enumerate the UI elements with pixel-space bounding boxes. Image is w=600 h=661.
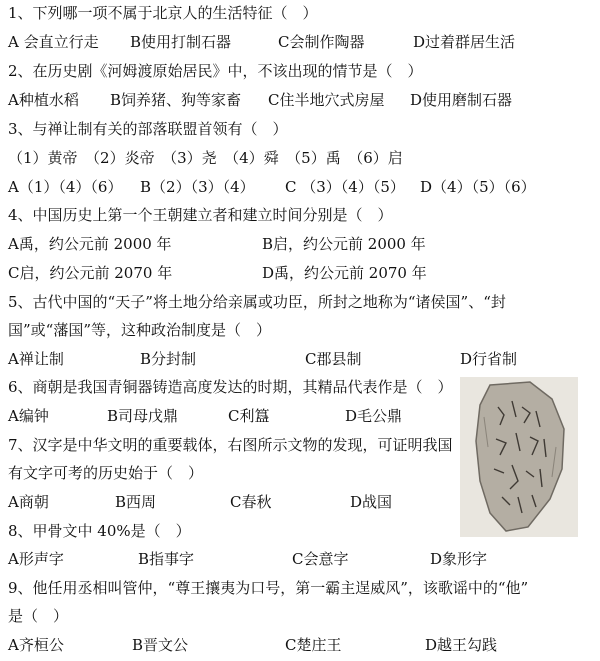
question-3-option-d: D（4）（5）（6） — [420, 178, 536, 196]
question-9-stem-cont: 是（ ） — [8, 607, 69, 625]
question-6-stem: 6、商朝是我国青铜器铸造高度发达的时期，其精品代表作是（ ） — [8, 378, 453, 396]
question-5-option-c: C郡县制 — [305, 350, 362, 368]
question-3-stem: 3、与禅让制有关的部落联盟首领有（ ） — [8, 120, 288, 138]
question-8-option-d: D象形字 — [430, 550, 488, 568]
question-7-stem-cont: 有文字可考的历史始于（ ） — [8, 464, 204, 482]
question-2-stem: 2、在历史剧《河姆渡原始居民》中，不该出现的情节是（ ） — [8, 62, 423, 80]
question-5-option-d: D行省制 — [460, 350, 518, 368]
question-7-stem: 7、汉字是中华文明的重要载体，右图所示文物的发现，可证明我国 — [8, 436, 453, 454]
question-6-option-a: A编钟 — [8, 407, 49, 425]
question-1-option-d: D过着群居生活 — [413, 33, 516, 51]
oracle-bone-image — [460, 377, 578, 537]
question-5-stem: 5、古代中国的“天子”将土地分给亲属或功臣，所封之地称为“诸侯国”、“封 — [8, 293, 506, 311]
question-8-option-b: B指事字 — [138, 550, 195, 568]
question-9-stem: 9、他任用丞相叫管仲，“尊王攘夷为口号，第一霸主逞威风”，该歌谣中的“他” — [8, 579, 529, 597]
question-3-option-a: A（1）（4）（6） — [8, 178, 123, 196]
question-2-option-c: C住半地穴式房屋 — [268, 91, 385, 109]
question-9-option-d: D越王勾践 — [425, 636, 498, 654]
question-2-option-d: D使用磨制石器 — [410, 91, 513, 109]
question-5-option-b: B分封制 — [140, 350, 197, 368]
question-3-option-b: B（2）（3）（4） — [140, 178, 255, 196]
question-7-option-c: C春秋 — [230, 493, 272, 511]
question-5-option-a: A禅让制 — [8, 350, 64, 368]
question-2-option-a: A种植水稻 — [8, 91, 79, 109]
question-4-option-d: D禹，约公元前 2070 年 — [262, 264, 427, 282]
question-9-option-c: C楚庄王 — [285, 636, 342, 654]
question-4-stem: 4、中国历史上第一个王朝建立者和建立时间分别是（ ） — [8, 206, 393, 224]
question-7-option-a: A商朝 — [8, 493, 49, 511]
question-6-option-d: D毛公鼎 — [345, 407, 403, 425]
question-1-option-b: B使用打制石器 — [130, 33, 232, 51]
question-2-option-b: B饲养猪、狗等家畜 — [110, 91, 242, 109]
question-4-option-c: C启，约公元前 2070 年 — [8, 264, 173, 282]
question-9-option-a: A齐桓公 — [8, 636, 64, 654]
question-8-stem: 8、甲骨文中 40%是（ ） — [8, 522, 191, 540]
question-8-option-c: C会意字 — [292, 550, 349, 568]
question-5-stem-cont: 国”或“藩国”等，这种政治制度是（ ） — [8, 321, 272, 339]
question-1-option-a: A 会直立行走 — [8, 33, 99, 51]
question-3-option-c: C （3）（4）（5） — [285, 178, 405, 196]
question-3-choices: （1）黄帝 （2）炎帝 （3）尧 （4）舜 （5）禹 （6）启 — [8, 149, 403, 167]
question-4-option-b: B启，约公元前 2000 年 — [262, 235, 426, 253]
question-1-stem: 1、下列哪一项不属于北京人的生活特征（ ） — [8, 4, 318, 22]
question-1-option-c: C会制作陶器 — [278, 33, 365, 51]
question-9-option-b: B晋文公 — [132, 636, 189, 654]
question-7-option-b: B西周 — [115, 493, 157, 511]
question-4-option-a: A禹，约公元前 2000 年 — [8, 235, 172, 253]
question-7-option-d: D战国 — [350, 493, 393, 511]
question-6-option-b: B司母戊鼎 — [107, 407, 179, 425]
question-8-option-a: A形声字 — [8, 550, 64, 568]
question-6-option-c: C利簋 — [228, 407, 270, 425]
